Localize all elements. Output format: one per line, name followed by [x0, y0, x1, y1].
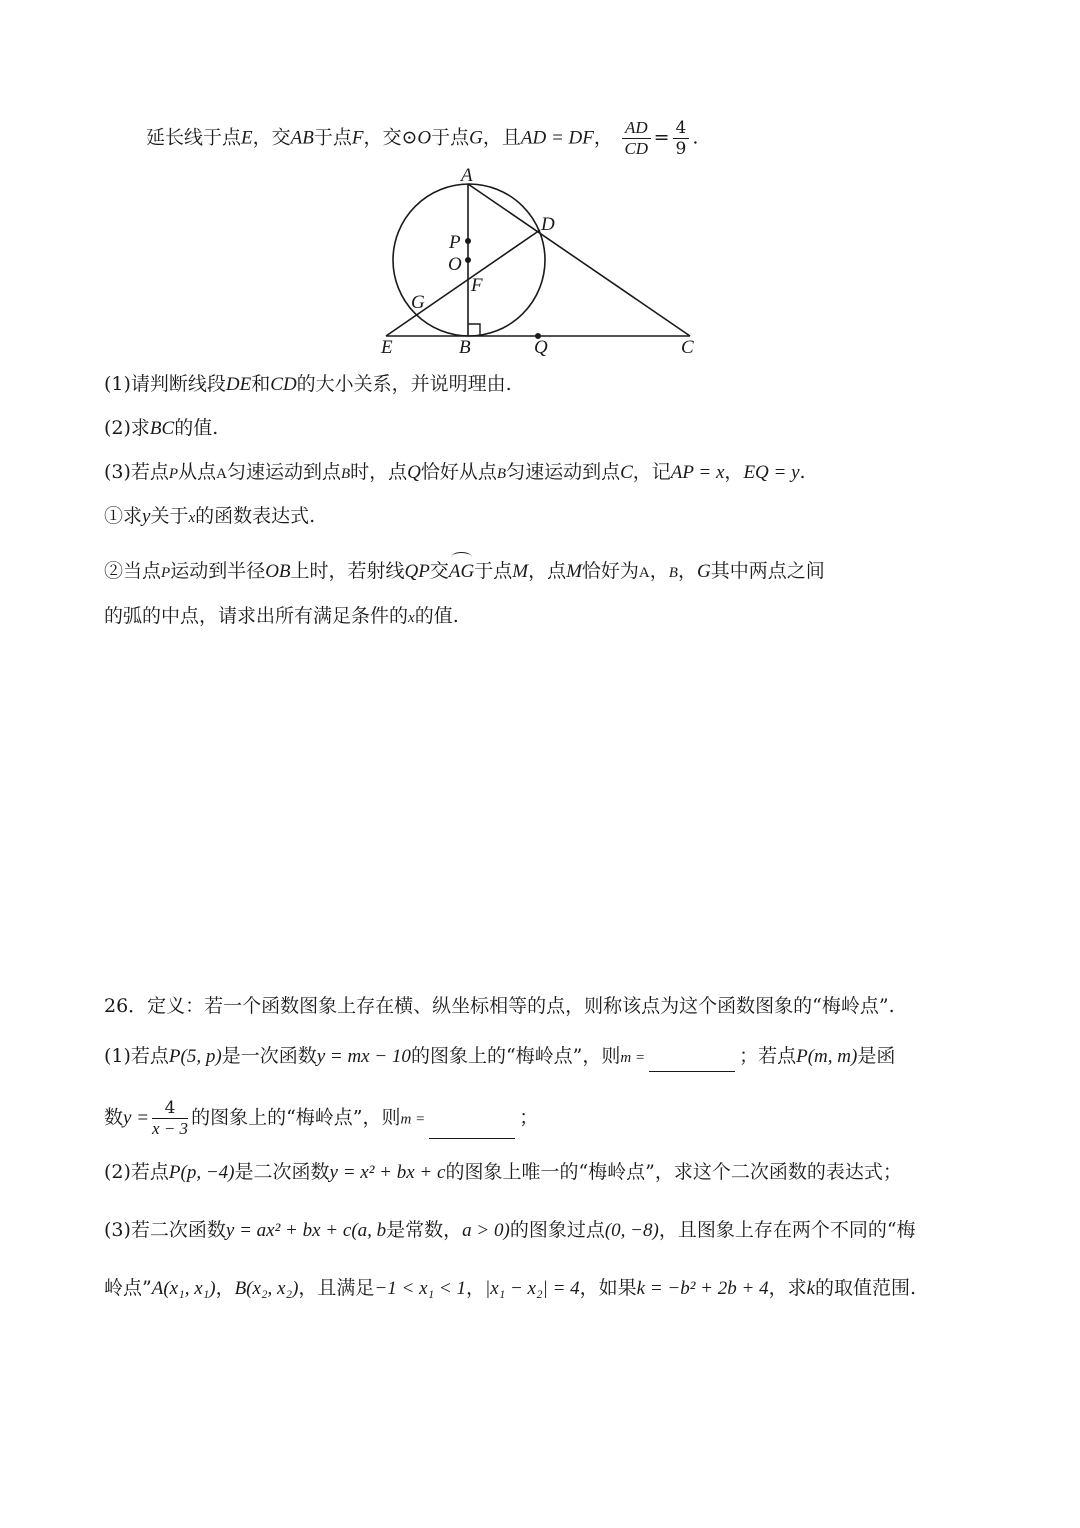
- label-g: G: [411, 292, 425, 313]
- ratio-fraction: $\frac{AD}{CD}$: [622, 118, 651, 159]
- answer-blank-1[interactable]: [649, 1051, 735, 1072]
- label-o: O: [448, 254, 462, 275]
- question-3-2: ②当点P运动到半径OB上时，若射线QP交AG于点M，点M恰好为A，B，G其中两点之间: [104, 550, 980, 587]
- question-2: (2)求BC的值.: [104, 417, 219, 439]
- label-f: F: [471, 275, 483, 296]
- problem-26-title: 26．定义：若一个函数图象上存在横、纵坐标相等的点，则称该点为这个函数图象的“梅岭点”.: [104, 995, 895, 1017]
- point-p: [465, 238, 471, 244]
- label-c: C: [681, 337, 694, 358]
- label-e: E: [381, 337, 393, 358]
- question-3-1: ①求y关于x的函数表达式.: [104, 505, 316, 527]
- intro-line: 延长线于点E，交AB于点F，交⊙O于点G，且AD = DF， $\frac{AD}{CD}$ = $\frac{4}{9}$ .: [146, 118, 699, 159]
- label-b: B: [459, 337, 471, 358]
- function-fraction: $\frac{4}{x - 3}$: [152, 1098, 189, 1138]
- answer-blank-2[interactable]: [429, 1118, 515, 1139]
- right-angle-mark: [468, 324, 480, 336]
- label-p: P: [449, 232, 461, 253]
- question-3: (3)若点P从点A匀速运动到点B时，点Q恰好从点B匀速运动到点C，记AP = x，EQ = y.: [104, 461, 806, 483]
- ratio-value: $\frac{4}{9}$: [673, 118, 690, 159]
- label-q: Q: [534, 337, 548, 358]
- segment-ed: [386, 230, 540, 336]
- problem-26-q2: (2)若点P(p, −4)是二次函数y = x² + bx + c的图象上唯一的“梅岭点”，求这个二次函数的表达式；: [104, 1161, 902, 1183]
- label-d: D: [541, 214, 555, 235]
- geometry-figure: [370, 160, 710, 360]
- problem-26-q3a: (3)若二次函数y = ax² + bx + c(a, b是常数，a > 0)的图象过点(0, −8)，且图象上存在两个不同的“梅: [104, 1219, 916, 1241]
- label-a: A: [461, 165, 473, 186]
- problem-26-q1a: (1)若点P(5, p)是一次函数y = mx − 10的图象上的“梅岭点”，则m = ；若点P(m, m)是函: [104, 1042, 980, 1072]
- arc-ag: AG: [449, 550, 474, 586]
- problem-26-q1b: 数y = $\frac{4}{x - 3}$ 的图象上的“梅岭点”，则m = ；: [104, 1098, 539, 1138]
- segment-ac: [468, 184, 690, 336]
- question-1: (1)请判断线段DE和CD的大小关系，并说明理由.: [104, 373, 512, 395]
- question-3-2-cont: 的弧的中点，请求出所有满足条件的x的值.: [104, 605, 459, 627]
- problem-26-q3b: 岭点”A(x₁, x₁)，B(x₂, x₂)，且满足−1 < x₁ < 1，|x₁ − x₂| = 4，如果k = −b² + 2b + 4，求k的取值范围.: [104, 1277, 917, 1299]
- point-o: [465, 257, 471, 263]
